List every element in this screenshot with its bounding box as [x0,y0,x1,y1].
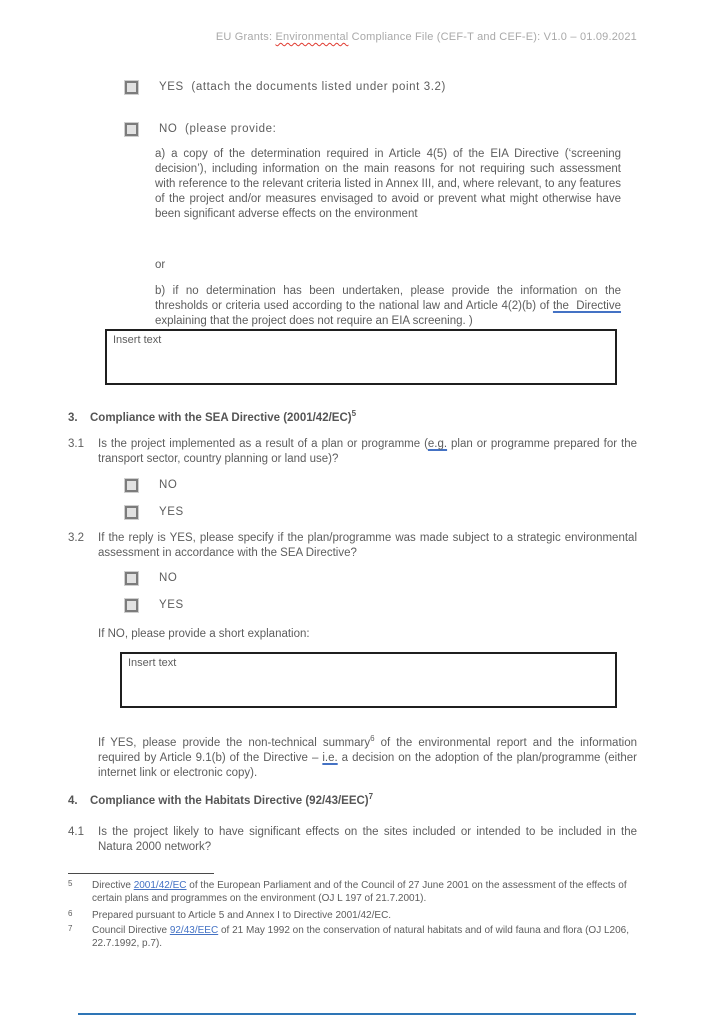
q31-yes-checkbox[interactable] [124,505,139,520]
eia-item-a [68,147,637,222]
section4-number: 4. [68,795,78,807]
sea-insert-text-placeholder: Insert text [128,657,177,669]
question-3-2-number: 3.2 [68,532,84,544]
eia-no-row [68,122,637,137]
header-prefix: EU Grants: [215,31,276,43]
footnote-7-number: 7 [68,924,73,933]
eia-item-b-tracked-change: the Directive [552,300,622,312]
eia-item-b-post: explaining that the project does not require an EIA screening. ) [155,315,473,327]
header-suffix: Compliance File (CEF-T and CEF-E): V1.0 – 01.09.2021 [348,31,637,43]
q31-no-label: NO [159,479,178,491]
footnote-5-number: 5 [68,879,73,888]
eia-no-checkbox[interactable] [124,122,139,137]
footnote-7-text: Council Directive 92/43/EEC of 21 May 1992 on the conservation of natural habitats and of wild fauna and flora (OJ L206, 22.7.1992, p.7). [92,925,630,949]
eia-yes-label: YES (attach the documents listed under point 3.2) [159,81,446,93]
eia-yes-row [68,80,637,95]
page-header [216,31,637,43]
section3-number: 3. [68,412,78,424]
eia-or [68,258,637,273]
if-yes-post: a decision on the adoption of the plan/programme (either internet link or electronic copy). [98,752,638,779]
section4-heading [68,794,637,809]
sea-insert-text-box[interactable] [120,652,617,708]
q32-yes-checkbox[interactable] [124,598,139,613]
footnote-6-text: Prepared pursuant to Article 5 and Annex I to Directive 2001/42/EC. [92,910,392,921]
section3-heading [68,411,637,426]
q32-no-label: NO [159,572,178,584]
eia-or-text: or [155,259,166,271]
eia-item-b [68,284,637,329]
eia-yes-checkbox[interactable] [124,80,139,95]
if-yes-pre: If YES, please provide the non-technical summary [98,737,371,749]
if-no-instruction: If NO, please provide a short explanation: [98,628,310,640]
q31-no-checkbox[interactable] [124,478,139,493]
q32-yes-row [68,598,637,613]
if-yes-tracked-change: i.e. [322,752,338,764]
question-4-1-text: Is the project likely to have significant effects on the sites included or intended to be included in the Natura 2000 network? [98,826,637,853]
section3-footnote-ref: 5 [351,409,357,419]
q31-no-row [68,478,637,493]
section3-title: Compliance with the SEA Directive $(2001/42/EC)^5$ [90,409,357,424]
eia-no-label: NO (please provide: [159,123,277,135]
footnote-separator [68,873,214,874]
q32-yes-label: YES [159,599,184,611]
footnote-5-text: Directive 2001/42/EC of the European Parliament and of the Council of 27 June 2001 on the assessment of the effects of certain plans and programmes on the environment (OJ L 197 of 21.7.2001). [92,880,627,904]
question-3-2 [68,531,637,561]
eia-item-b-pre: b) if no determination has been undertaken, please provide the information on the thresholds or criteria used according to the national law and Article 4(2)(b) of [155,285,621,312]
footnote-6-number: 6 [68,909,73,918]
if-yes-mid: of the environmental report and the information required by Article 9.1(b) of the Directive – [98,737,637,764]
q32-no-row [68,571,637,586]
eia-item-a-text: a) a copy of the determination required in Article 4(5) of the EIA Directive (‘screening decision’), including information on the main reasons for not requiring such assessment with reference to the relevant criteria listed in Annex III, and, where relevant, to any features of the project and/or measures envisaged to avoid or prevent what might otherwise have been significant adverse effects on the environment [155,148,622,220]
question-4-1-number: 4.1 [68,826,84,838]
q32-no-checkbox[interactable] [124,571,139,586]
eia-insert-text-placeholder: Insert text [113,334,162,346]
footnote-5 [68,879,646,905]
question-3-1 [68,437,637,467]
question-3-1-post: plan or programme prepared for the transport sector, country planning or land use)? [98,438,637,465]
question-3-1-pre: Is the project implemented as a result of a plan or programme ( [98,438,428,450]
footer-blue-rule [78,1013,636,1015]
footnote-7 [68,924,646,950]
if-yes-footnote-ref: 6 [370,734,375,744]
question-4-1 [68,825,637,855]
footnote-5-link[interactable]: 2001/42/EC [133,880,187,891]
section4-title: Compliance with the Habitats Directive $(92/43/EEC)^7$ [90,792,374,807]
footnote-6 [68,909,646,922]
header-spellcheck-word: Environmental [275,31,349,43]
q31-yes-label: YES [159,506,184,518]
question-3-1-number: 3.1 [68,438,84,450]
q31-yes-row [68,505,637,520]
question-3-1-tracked-change: e.g. [427,438,448,450]
if-yes-instruction [68,736,637,781]
question-3-2-text: If the reply is YES, please specify if the plan/programme was made subject to a strategic environmental assessment in accordance with the SEA Directive? [98,532,637,559]
section4-footnote-ref: 7 [368,792,374,802]
eia-insert-text-box[interactable] [105,329,617,385]
footnote-7-link[interactable]: 92/43/EEC [169,925,219,936]
